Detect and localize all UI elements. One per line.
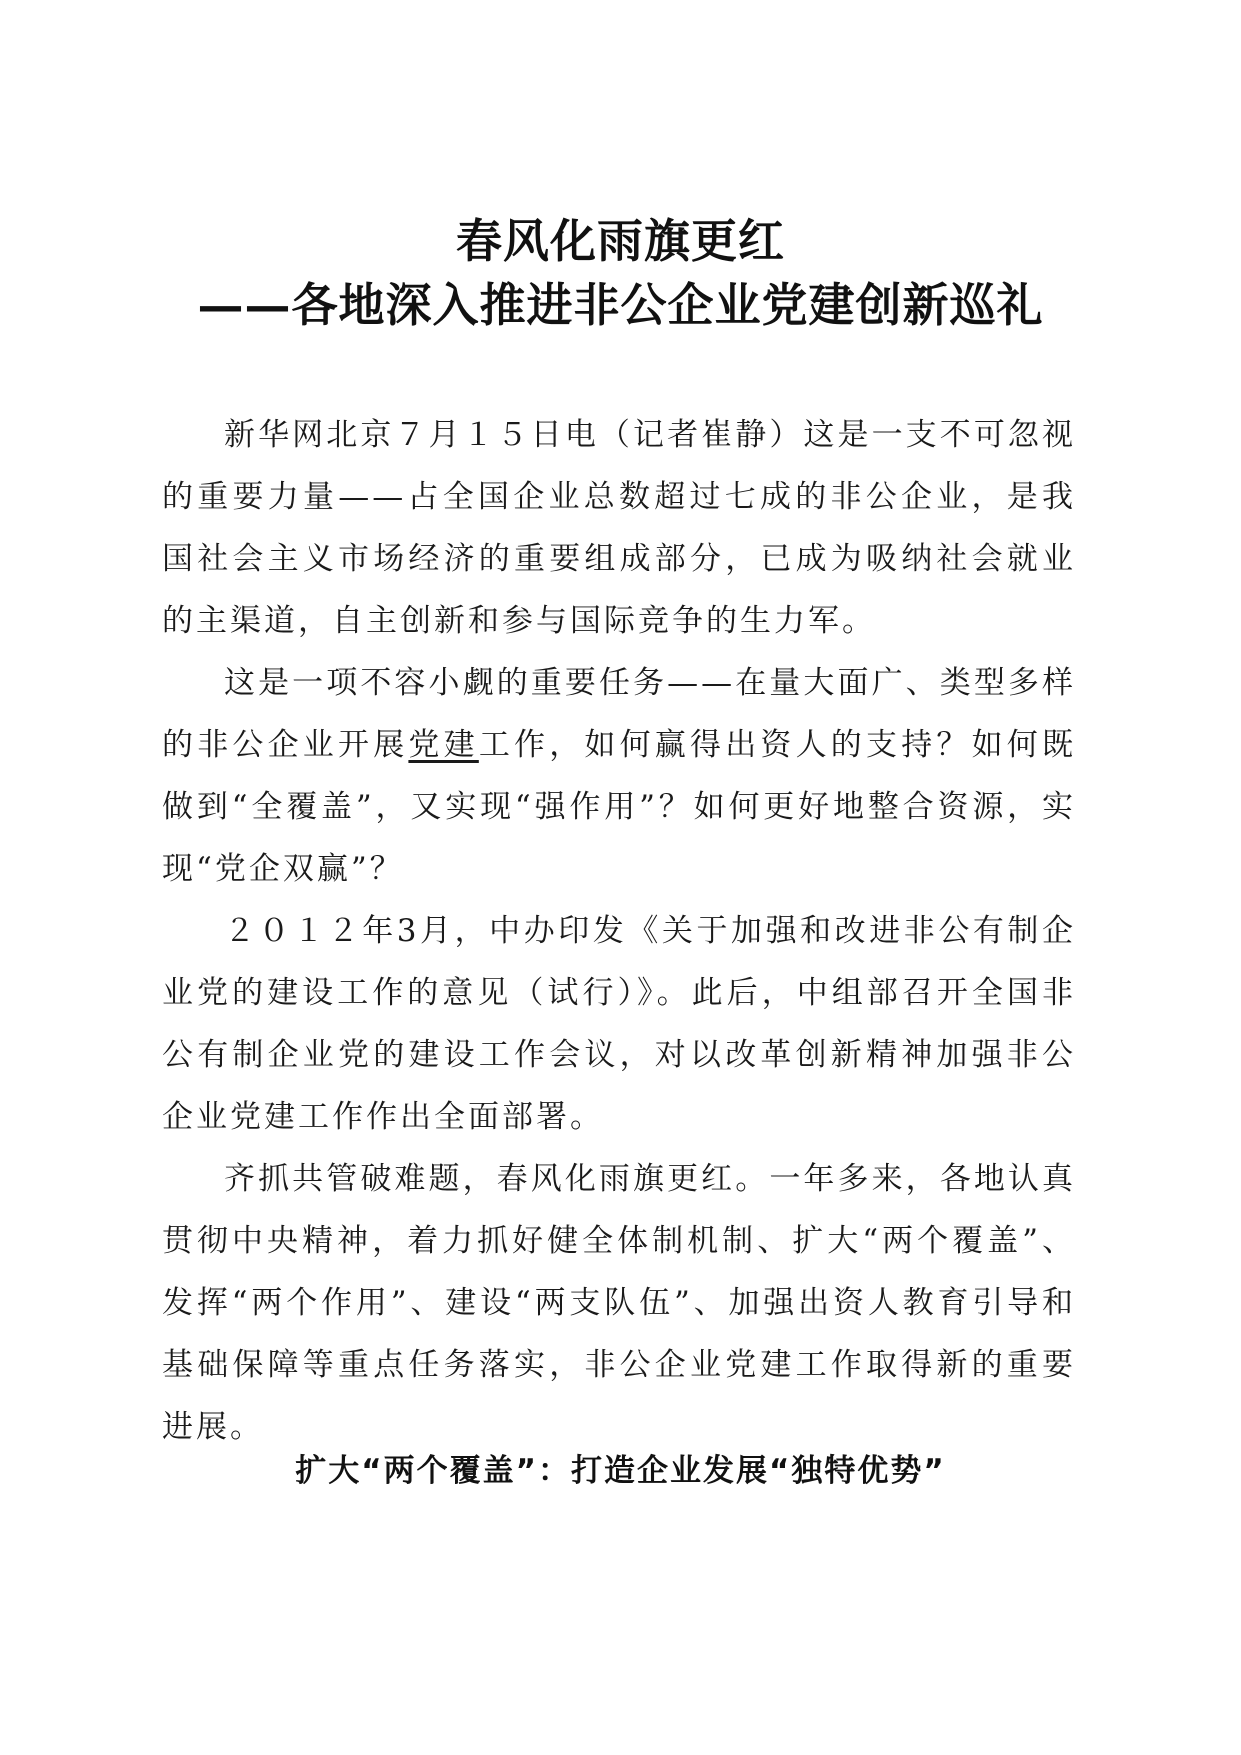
document-title: 春风化雨旗更红 bbox=[456, 214, 785, 268]
paragraph-2-text-before: 这是一项不容小觑的重要任务——在量大面广、类型多样的非公企业开展 bbox=[162, 665, 1076, 763]
title-block bbox=[0, 212, 1241, 334]
paragraph-1: 新华网北京７月１５日电（记者崔静）这是一支不可忽视的重要力量——占全国企业总数超过七成的非公企业，是我国社会主义市场经济的重要组成部分，已成为吸纳社会就业的主渠道，自主创新和参与国际竞争的生力军。 bbox=[162, 417, 1076, 639]
section-heading: 扩大“两个覆盖”：打造企业发展“独特优势” bbox=[295, 1453, 946, 1489]
underlined-word: 党建 bbox=[408, 727, 479, 763]
article-body bbox=[162, 404, 1076, 1458]
paragraph-2-text-after: 工作，如何赢得出资人的支持？如何既做到“全覆盖”，又实现“强作用”？如何更好地整合资源，实现“党企双赢”？ bbox=[162, 727, 1077, 887]
document-subtitle: ——各地深入推进非公企业党建创新巡礼 bbox=[197, 278, 1044, 332]
paragraph-4: 齐抓共管破难题，春风化雨旗更红。一年多来，各地认真贯彻中央精神，着力抓好健全体制机制、扩大“两个覆盖”、发挥“两个作用”、建设“两支队伍”、加强出资人教育引导和基础保障等重点任务落实，非公企业党建工作取得新的重要进展。 bbox=[162, 1161, 1076, 1445]
paragraph-3: ２０１２年3月，中办印发《关于加强和改进非公有制企业党的建设工作的意见（试行）》。此后，中组部召开全国非公有制企业党的建设工作会议，对以改革创新精神加强非公企业党建工作作出全面部署。 bbox=[162, 913, 1076, 1135]
paragraph-2 bbox=[162, 652, 1076, 900]
